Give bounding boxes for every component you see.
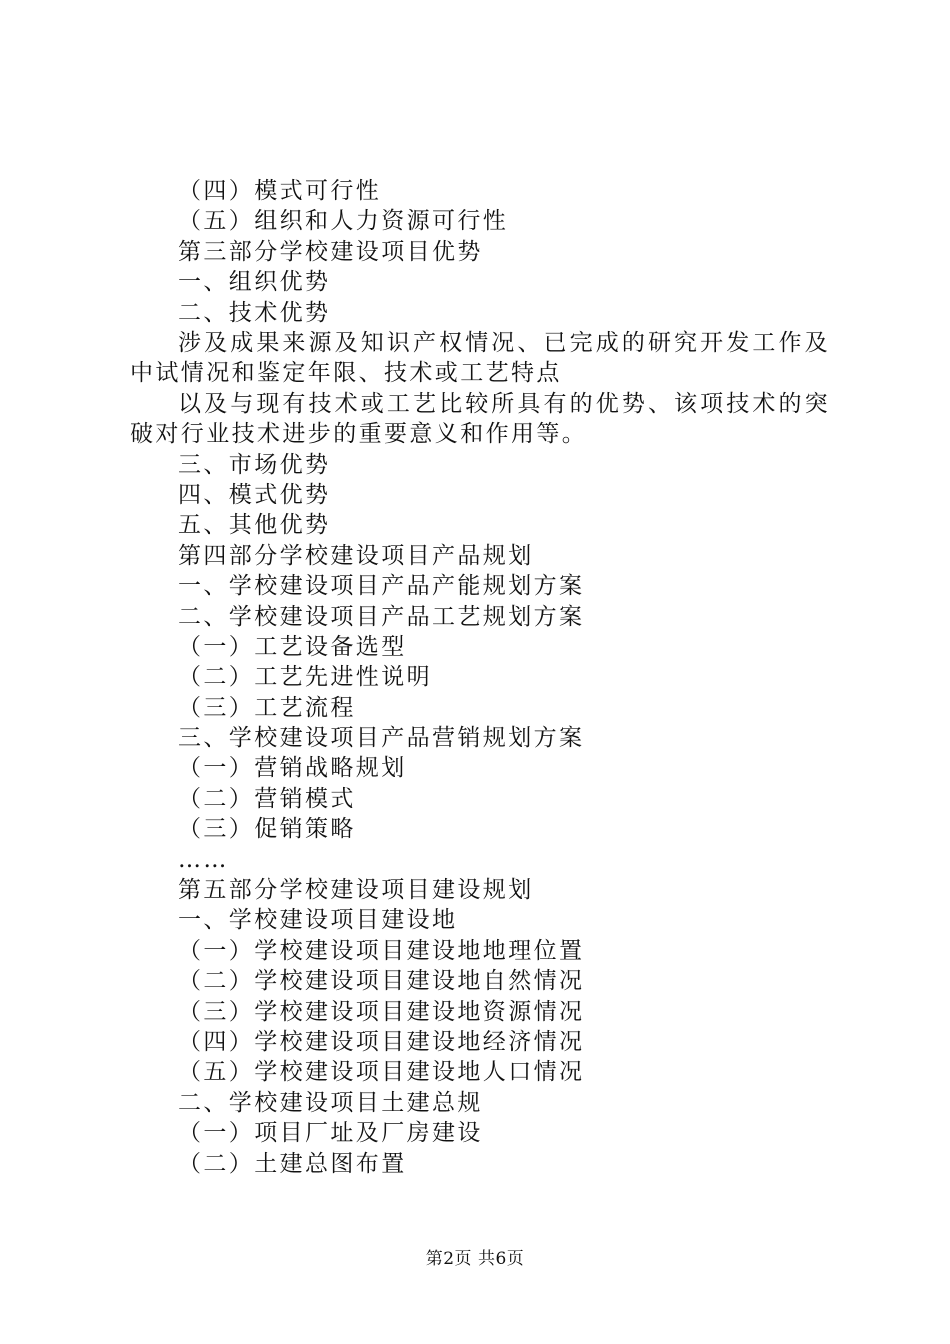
section-heading: 第五部分学校建设项目建设规划 [178,877,534,904]
text-line: 二、学校建设项目土建总规 [178,1089,483,1116]
document-body [130,176,830,1179]
paragraph: 涉及成果来源及知识产权情况、已完成的研究开发工作及中试情况和鉴定年限、技术或工艺特点 [130,329,830,387]
section-heading: 第三部分学校建设项目优势 [178,238,483,265]
text-line: 一、学校建设项目产品产能规划方案 [178,573,585,600]
text-line: （五）学校建设项目建设地人口情况 [178,1059,585,1086]
text-line: 二、技术优势 [178,299,331,326]
text-line: 五、其他优势 [178,512,331,539]
section-heading: 第四部分学校建设项目产品规划 [178,542,534,569]
paragraph: 以及与现有技术或工艺比较所具有的优势、该项技术的突破对行业技术进步的重要意义和作用等。 [130,390,830,448]
text-line: （二）工艺先进性说明 [178,664,432,691]
text-line: 三、学校建设项目产品营销规划方案 [178,725,585,752]
text-line: （一）学校建设项目建设地地理位置 [178,937,585,964]
text-line: （四）学校建设项目建设地经济情况 [178,1029,585,1055]
text-line: （三）学校建设项目建设地资源情况 [178,998,585,1025]
text-line: （一）项目厂址及厂房建设 [178,1120,483,1147]
text-line: 三、市场优势 [178,451,331,478]
text-line: （一）工艺设备选型 [178,633,407,660]
text-line: （二）土建总图布置 [178,1150,407,1177]
page-number-footer: 第2页 共6页 [425,1249,525,1269]
text-line: （二）营销模式 [178,785,356,812]
ellipsis-line: …… [178,846,229,873]
text-line: 一、组织优势 [178,269,331,296]
text-line: （三）工艺流程 [178,694,356,721]
text-line: （五）组织和人力资源可行性 [178,208,509,235]
text-line: 二、学校建设项目产品工艺规划方案 [178,603,585,630]
text-line: （三）促销策略 [178,816,356,843]
text-line: （二）学校建设项目建设地自然情况 [178,968,585,995]
text-line: 四、模式优势 [178,481,331,508]
text-line: （一）营销战略规划 [178,755,407,782]
text-line: （四）模式可行性 [178,178,382,204]
text-line: 一、学校建设项目建设地 [178,907,458,934]
